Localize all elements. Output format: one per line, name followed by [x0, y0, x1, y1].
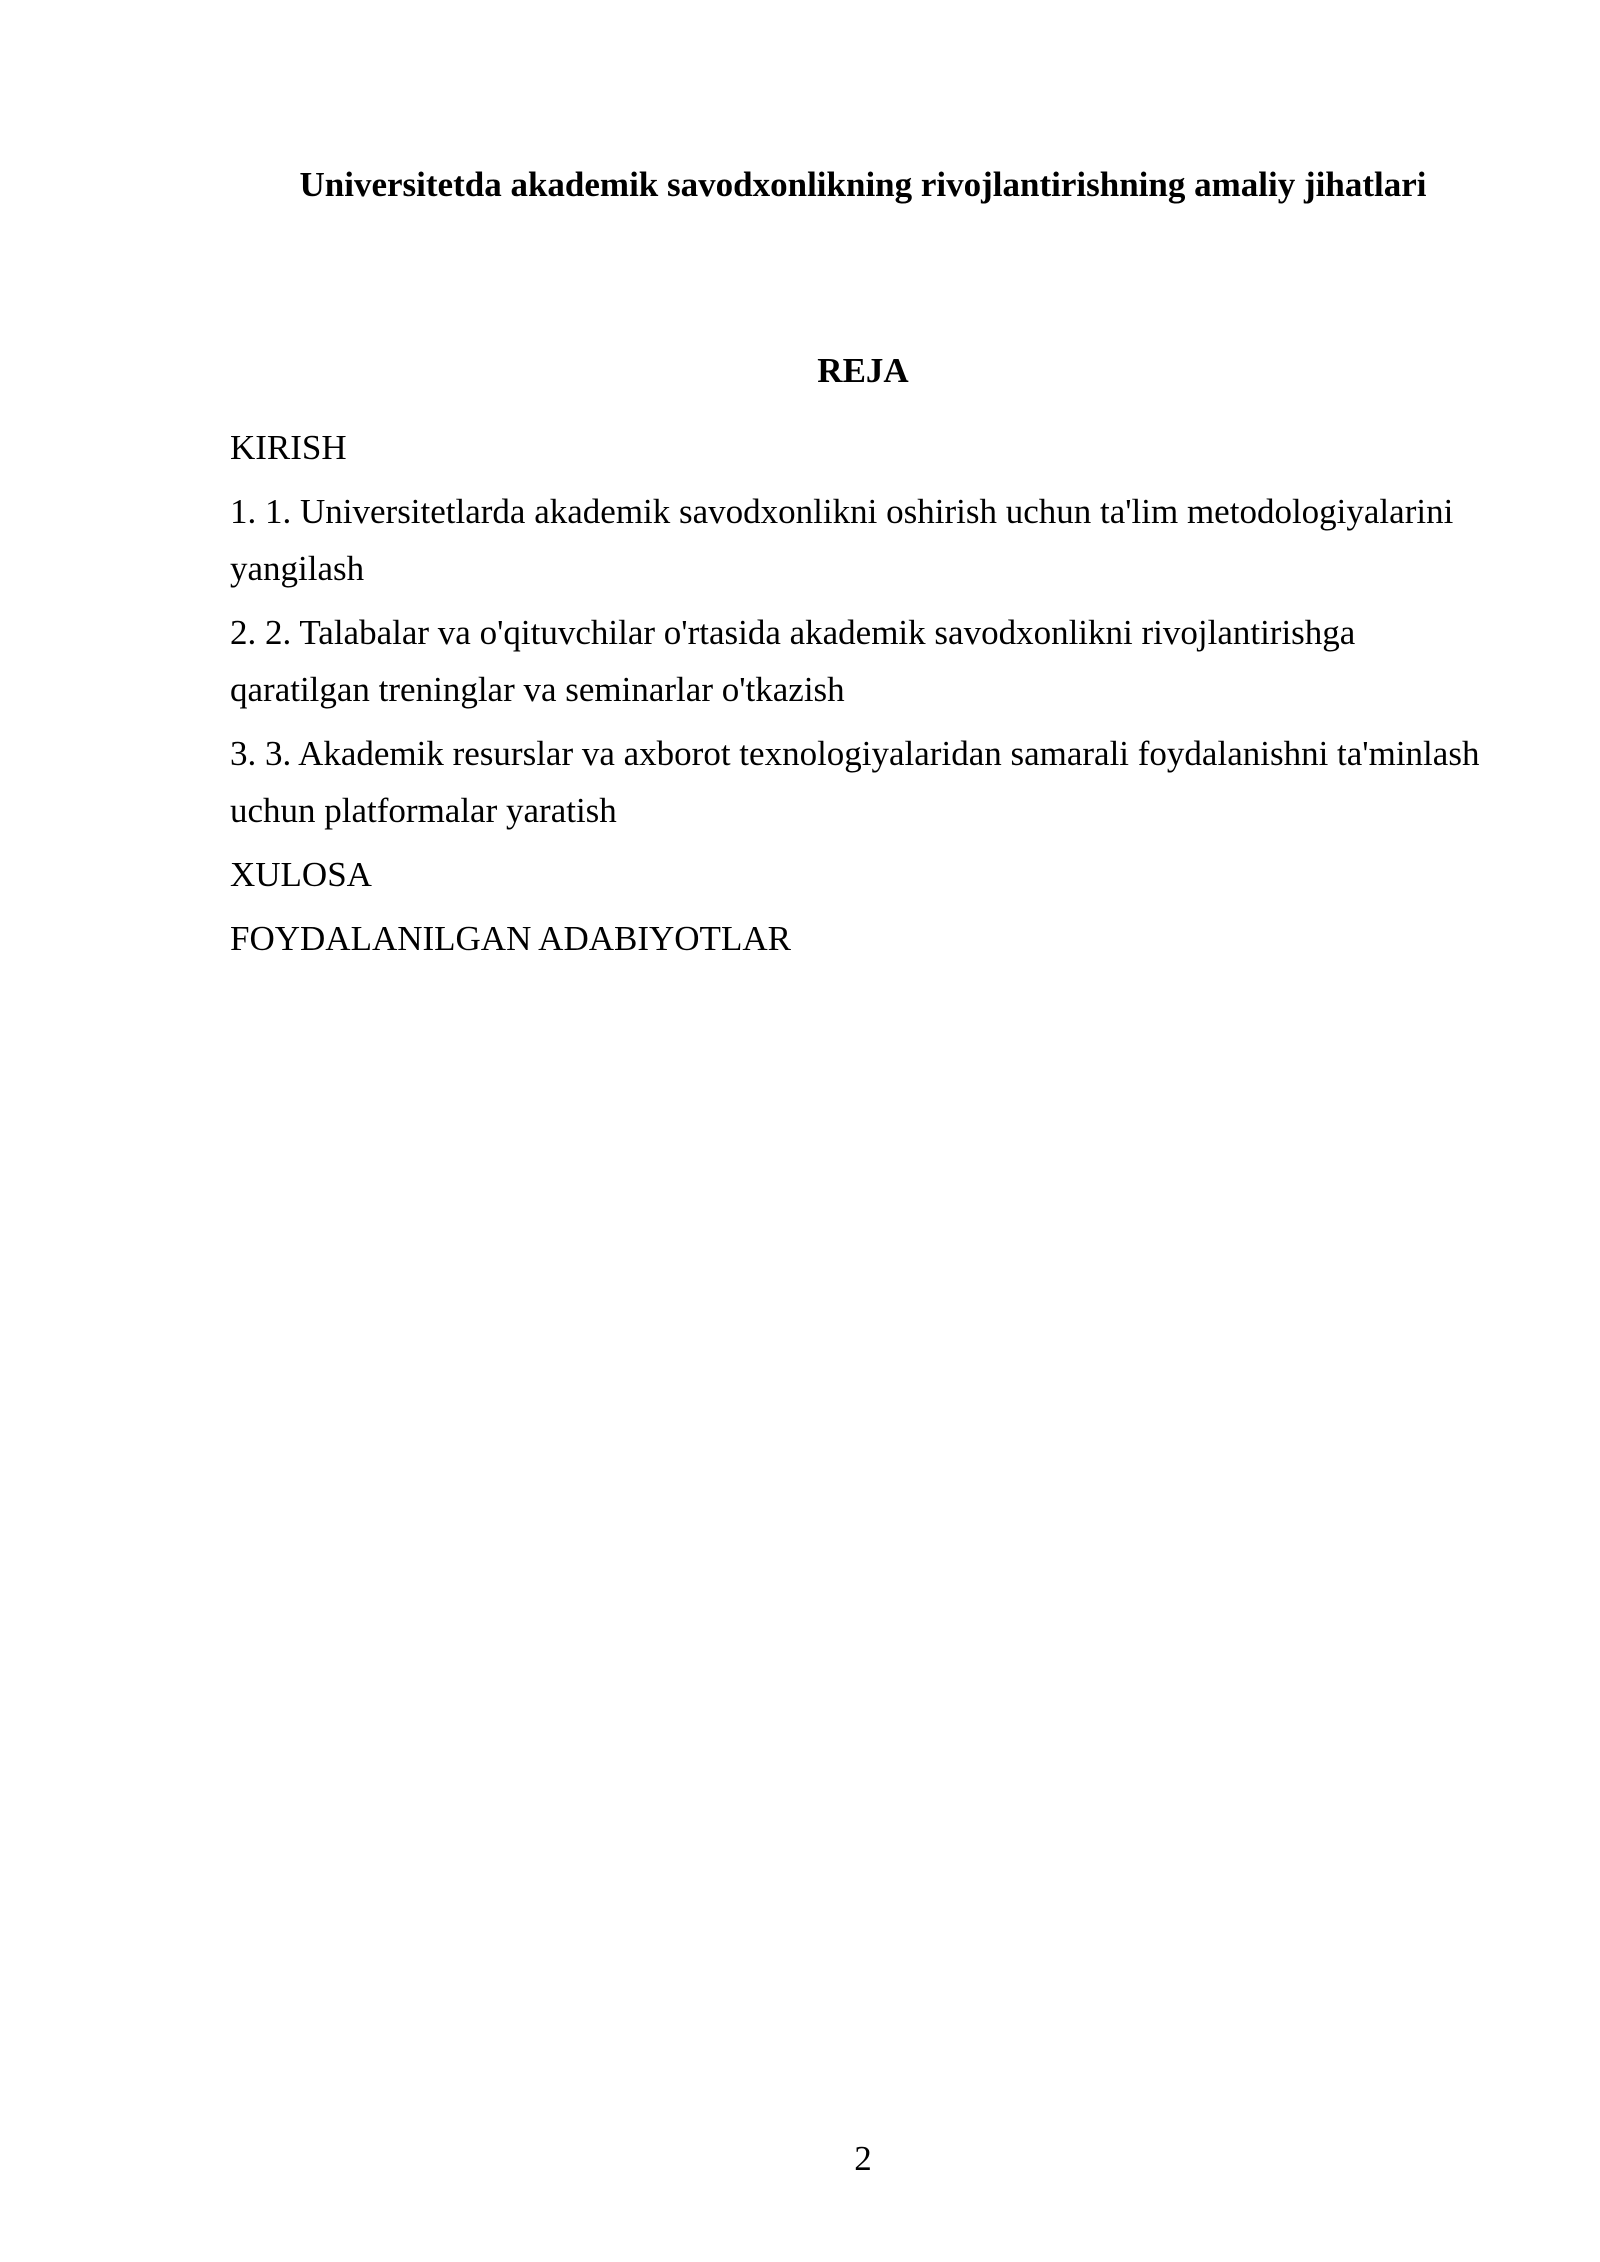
- plan-item-2: 2. 2. Talabalar va o'qituvchilar o'rtasida akademik savodxonlikni rivojlantirishga qaratilgan treninglar va seminarlar o'tkazish: [230, 613, 1356, 709]
- plan-item-introduction: KIRISH: [230, 428, 347, 467]
- plan-heading: REJA: [817, 351, 909, 390]
- plan-item-references: FOYDALANILGAN ADABIYOTLAR: [230, 919, 791, 958]
- plan-item-conclusion: XULOSA: [230, 855, 372, 894]
- plan-item-3: 3. 3. Akademik resurslar va axborot texnologiyalaridan samarali foydalanishni ta'minlash uchun platformalar yaratish: [230, 734, 1480, 830]
- page-number: 2: [854, 2139, 872, 2178]
- plan-item-1: 1. 1. Universitetlarda akademik savodxonlikni oshirish uchun ta'lim metodologiyalarini yangilash: [230, 492, 1454, 588]
- plan-list: [230, 419, 1480, 974]
- document-title: Universitetda akademik savodxonlikning rivojlantirishning amaliy jihatlari: [299, 165, 1427, 204]
